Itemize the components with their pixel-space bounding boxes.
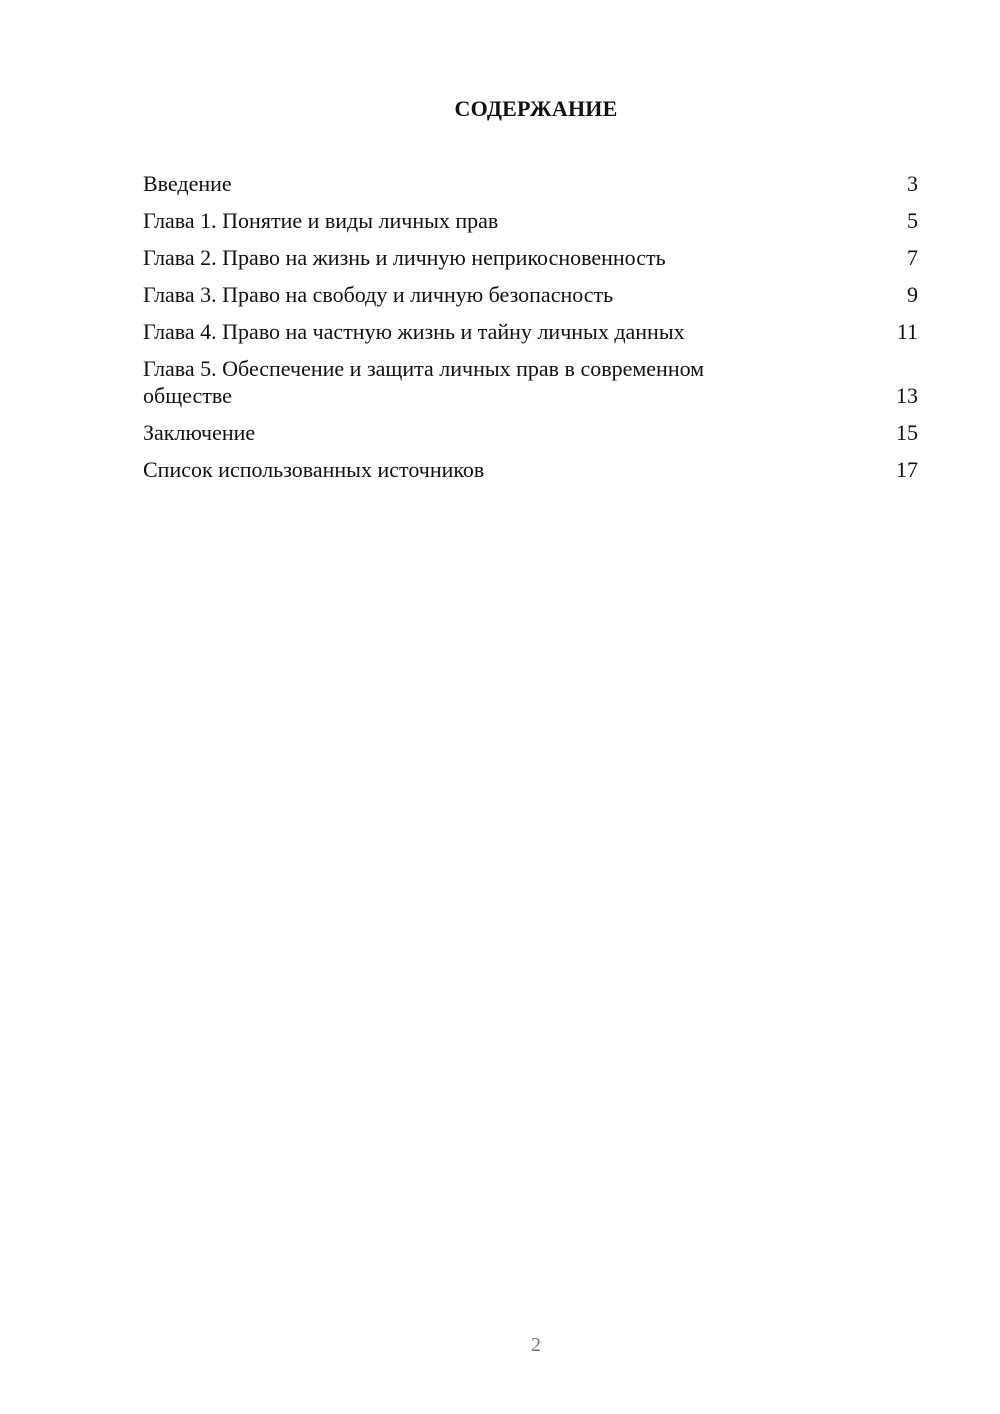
toc-entry-label: Глава 1. Понятие и виды личных прав [143,208,499,233]
table-of-contents [143,170,918,493]
toc-entry-page: 3 [907,171,918,196]
toc-entry-label: Глава 4. Право на частную жизнь и тайну личных данных [143,319,685,344]
toc-entry-page: 11 [896,319,918,344]
toc-entry-sources [143,456,918,483]
toc-entry-label: Введение [143,171,232,196]
toc-entry-conclusion [143,419,918,446]
toc-entry-chapter-3 [143,281,918,308]
toc-entry-chapter-2 [143,244,918,271]
toc-entry-page: 15 [896,420,918,445]
toc-entry-label: Заключение [143,420,256,445]
toc-entry-chapter-4 [143,318,918,345]
page-title: СОДЕРЖАНИЕ [454,96,618,121]
toc-entry-introduction [143,170,918,197]
toc-entry-label: Глава 2. Право на жизнь и личную неприкосновенность [143,245,666,270]
toc-entry-chapter-5 [143,355,918,409]
toc-entry-page: 5 [907,208,918,233]
toc-entry-page: 7 [907,245,918,270]
page-number: 2 [531,1334,541,1356]
toc-entry-label: Глава 5. Обеспечение и защита личных прав в современном обществе [143,356,705,408]
toc-entry-chapter-1 [143,207,918,234]
toc-entry-page: 9 [907,282,918,307]
toc-entry-page: 13 [896,383,918,408]
toc-entry-label: Глава 3. Право на свободу и личную безопасность [143,282,614,307]
toc-entry-label: Список использованных источников [143,457,485,482]
toc-entry-page: 17 [896,457,918,482]
